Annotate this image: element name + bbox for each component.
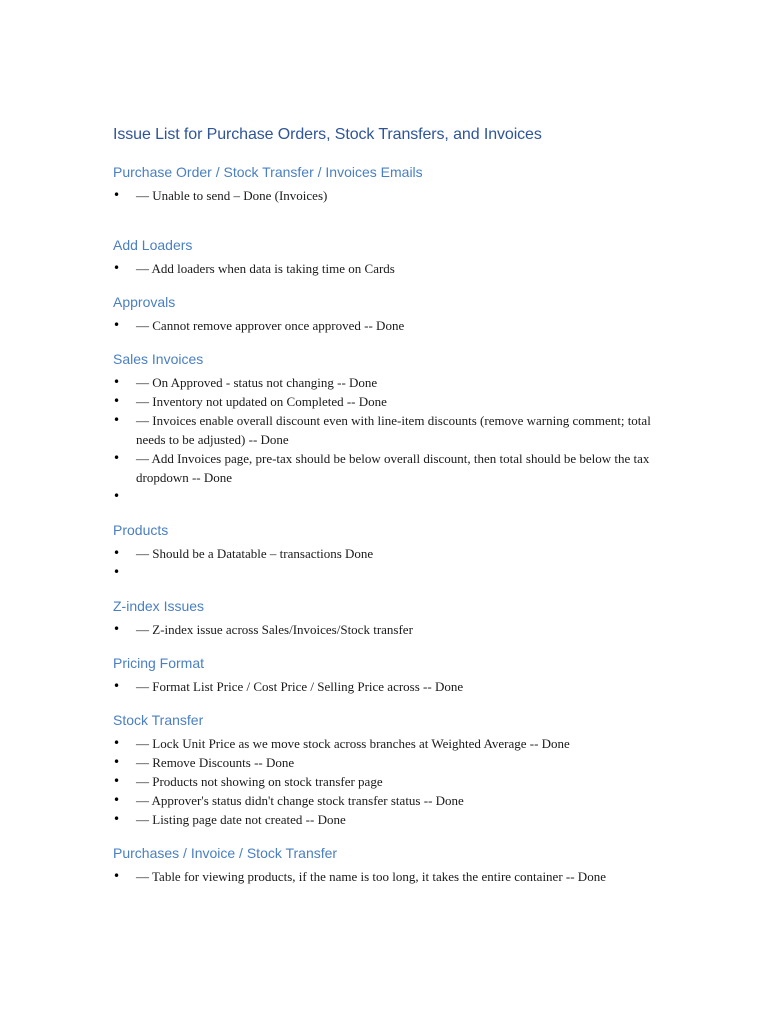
bullet-list [113, 373, 653, 506]
bullet-list [113, 677, 653, 696]
section-purchases-invoice-stock-transfer [113, 843, 653, 886]
section-heading: Add Loaders [113, 237, 193, 253]
section-heading: Pricing Format [113, 655, 205, 671]
section-heading: Sales Invoices [113, 351, 204, 367]
bullet-list [113, 867, 653, 886]
list-item: • — Products not showing on stock transfer page [113, 772, 653, 791]
document-body [113, 124, 653, 900]
bullet-list [113, 259, 653, 278]
bullet-list [113, 544, 653, 582]
list-item: • — Invoices enable overall discount even with line-item discounts (remove warning comment; total needs to be adjusted) -- Done [113, 411, 653, 449]
list-item: • — Cannot remove approver once approved -- Done [113, 316, 653, 335]
section-z-index [113, 596, 653, 639]
section-heading: Purchases / Invoice / Stock Transfer [113, 845, 338, 861]
list-item: • — Lock Unit Price as we move stock across branches at Weighted Average -- Done [113, 734, 653, 753]
section-sales-invoices [113, 349, 653, 506]
section-stock-transfer [113, 710, 653, 829]
empty-list-item [113, 563, 653, 582]
list-item: • — Add loaders when data is taking time on Cards [113, 259, 653, 278]
section-heading: Stock Transfer [113, 712, 204, 728]
bullet-list [113, 734, 653, 829]
section-heading: Z-index Issues [113, 598, 205, 614]
list-item: • — Listing page date not created -- Done [113, 810, 653, 829]
list-item: • — Add Invoices page, pre-tax should be below overall discount, then total should be below the tax dropdown -- Done [113, 449, 653, 487]
list-item: • — Z-index issue across Sales/Invoices/Stock transfer [113, 620, 653, 639]
list-item: • — On Approved - status not changing -- Done [113, 373, 653, 392]
section-products [113, 520, 653, 582]
list-item: • — Should be a Datatable – transactions Done [113, 544, 653, 563]
empty-list-item [113, 487, 653, 506]
section-heading: Products [113, 522, 169, 538]
section-pricing-format [113, 653, 653, 696]
bullet-list [113, 316, 653, 335]
section-heading: Purchase Order / Stock Transfer / Invoices Emails [113, 164, 423, 180]
list-item: • — Table for viewing products, if the name is too long, it takes the entire container -- Done [113, 867, 653, 886]
section-heading: Approvals [113, 294, 176, 310]
bullet-list [113, 620, 653, 639]
list-item: • — Unable to send – Done (Invoices) [113, 186, 653, 205]
section-add-loaders [113, 235, 653, 278]
list-item: • — Remove Discounts -- Done [113, 753, 653, 772]
bullet-list [113, 186, 653, 205]
list-item: • — Approver's status didn't change stock transfer status -- Done [113, 791, 653, 810]
section-emails [113, 162, 653, 205]
list-item: • — Format List Price / Cost Price / Selling Price across -- Done [113, 677, 653, 696]
document-title: Issue List for Purchase Orders, Stock Transfers, and Invoices [113, 126, 542, 143]
section-approvals [113, 292, 653, 335]
list-item: • — Inventory not updated on Completed -- Done [113, 392, 653, 411]
